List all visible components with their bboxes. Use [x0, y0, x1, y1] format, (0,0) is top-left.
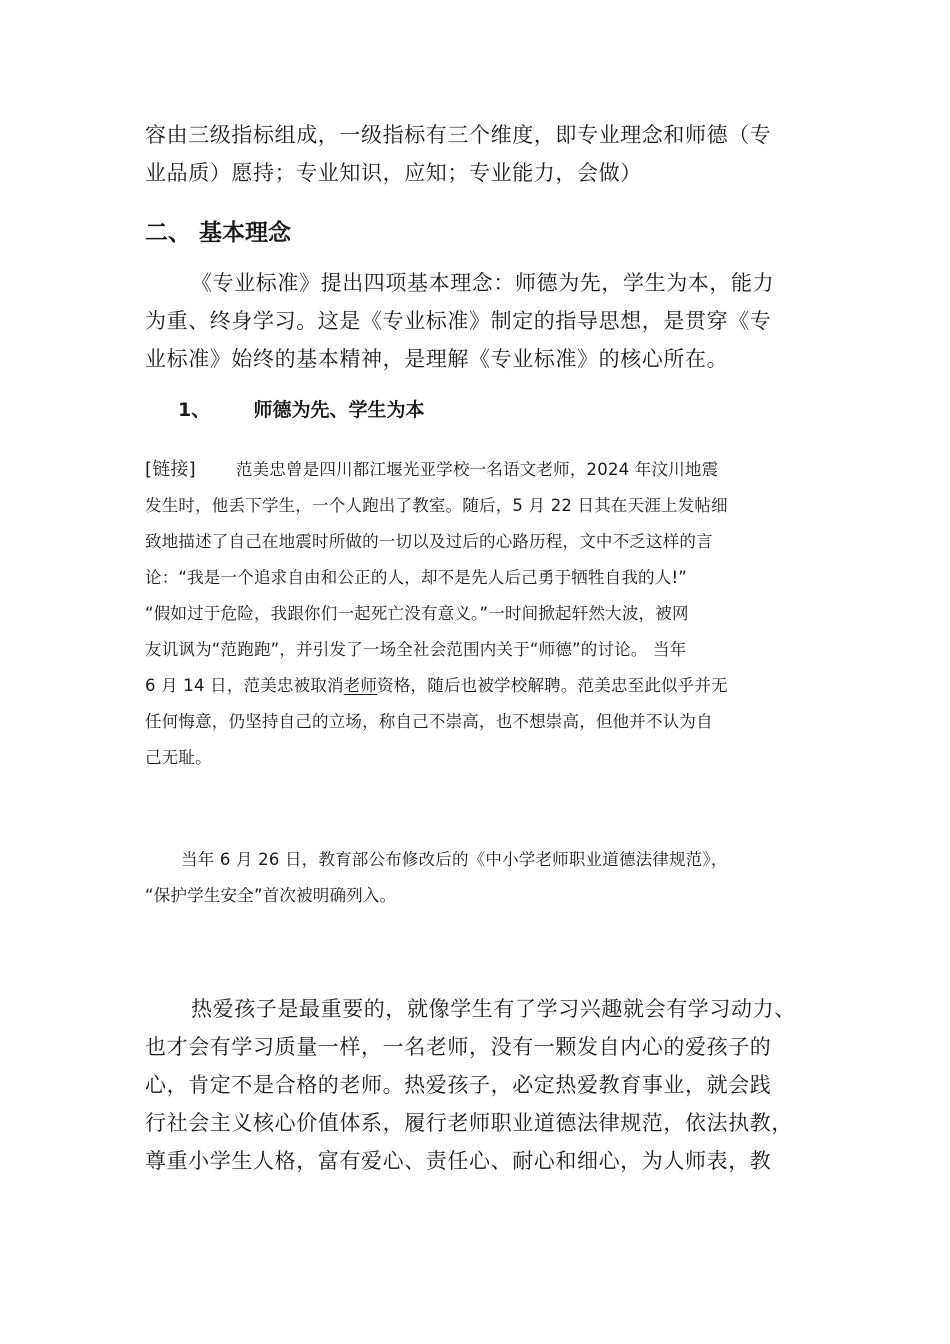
text-line: 任何悔意，仍坚持自己的立场，称自己不崇高，也不想崇高，但他并不认为自	[145, 712, 713, 731]
text-line: 论：“我是一个追求自由和公正的人，却不是先人后己勇于牺牲自我的人!”	[145, 568, 688, 587]
text-line: 致地描述了自己在地震时所做的一切以及过后的心路历程，文中不乏这样的言	[145, 532, 713, 551]
text-line: 当年 6 月 26 日，教育部公布修改后的《中小学老师职业道德法律规范》，	[181, 850, 728, 869]
text-line: 己无耻。	[145, 748, 212, 767]
subheading-title: 师德为先、学生为本	[253, 399, 425, 421]
subheading	[178, 395, 678, 422]
text-segment: 6 月 14 日，范美忠被取消	[145, 676, 344, 695]
intro-paragraph	[145, 116, 810, 192]
text-line: 容由三级指标组成，一级指标有三个维度，即专业理念和师德（专	[145, 123, 772, 147]
text-line: “假如过于危险，我跟你们一起死亡没有意义。”一时间掀起轩然大波，被网	[145, 604, 689, 623]
link-tag: [链接]	[145, 459, 196, 480]
section-paragraph	[145, 264, 810, 378]
text-line: 心，肯定不是合格的老师。热爱孩子，必定热爱教育事业，就会践	[145, 1073, 772, 1097]
text-line: 也才会有学习质量一样，一名老师，没有一颗发自内心的爱孩子的	[145, 1035, 772, 1059]
text-line: 行社会主义核心价值体系，履行老师职业道德法律规范，依法执教，	[145, 1111, 793, 1135]
text-line: 发生时，他丢下学生，一个人跑出了教室。随后，5 月 22 日其在天涯上发帖细	[145, 496, 728, 515]
closing-paragraph	[145, 990, 810, 1180]
text-segment: 资格，随后也被学校解聘。范美忠至此似乎并无	[377, 676, 728, 695]
text-line: 为重、终身学习。这是《专业标准》制定的指导思想，是贯穿《专	[145, 309, 772, 333]
text-line: 友讥讽为“范跑跑”，并引发了一场全社会范围内关于“师德”的讨论。 当年	[145, 640, 687, 659]
link-block	[145, 452, 810, 776]
text-line	[145, 452, 810, 488]
underlined-word: 老师	[343, 676, 378, 695]
text-line: 业标准》始终的基本精神，是理解《专业标准》的核心所在。	[145, 347, 729, 371]
subheading-number: 1、	[178, 399, 211, 421]
text-line: 尊重小学生人格，富有爱心、责任心、耐心和细心，为人师表，教	[145, 1149, 772, 1173]
text-line: 《专业标准》提出四项基本理念：师德为先，学生为本，能力	[191, 271, 775, 295]
text-line: 热爱孩子是最重要的，就像学生有了学习兴趣就会有学习动力、	[191, 997, 796, 1021]
text-segment: 范美忠曾是四川都江堰光亚学校一名语文老师，2024 年汶川地震	[235, 460, 719, 479]
text-line: 业品质）愿持；专业知识，应知；专业能力，会做）	[145, 161, 642, 185]
text-line: “保护学生安全”首次被明确列入。	[145, 886, 397, 905]
note-paragraph	[145, 842, 810, 914]
section-heading: 二、 基本理念	[145, 220, 292, 246]
text-line	[145, 668, 810, 704]
